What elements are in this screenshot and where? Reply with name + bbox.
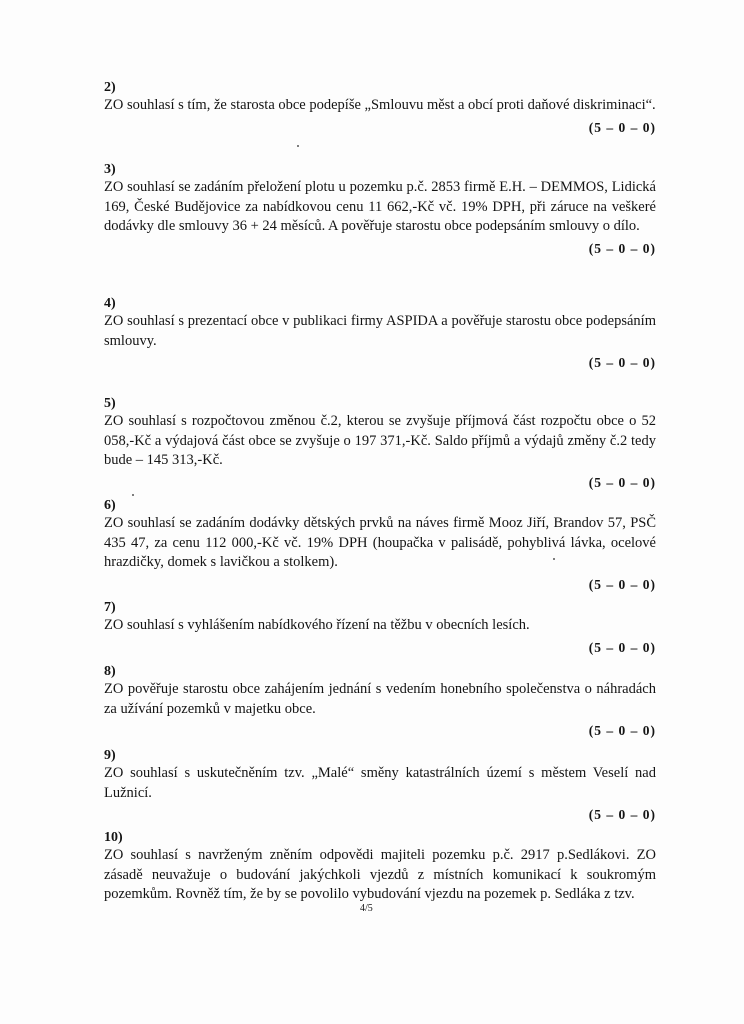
item-text: ZO souhlasí se zadáním přeložení plotu u pozemku p.č. 2853 firmě E.H. – DEMMOS, Lidická 169, České Budějovice za nabídkovou cenu 11 662,-Kč vč. 19% DPH, při záruce na veškeré dodávky dle smlouvy 36 + 24 měsíců. A pověřuje starostu obce podepsáním smlouvy o dílo. xyxy=(104,179,656,234)
item-number: 9) xyxy=(104,748,116,763)
vote-result: (5 – 0 – 0) xyxy=(588,474,656,490)
scan-speck xyxy=(132,494,134,496)
item-number: 8) xyxy=(104,664,116,679)
resolution-item-8 xyxy=(104,664,656,741)
item-number: 4) xyxy=(104,296,116,311)
resolution-item-3 xyxy=(104,162,656,258)
resolution-item-6 xyxy=(104,498,656,594)
scan-speck xyxy=(297,145,299,147)
resolution-item-5 xyxy=(104,396,656,492)
vote-result: (5 – 0 – 0) xyxy=(588,639,656,655)
item-text: ZO souhlasí s rozpočtovou změnou č.2, kterou se zvyšuje příjmová část rozpočtu obce o 52 058,-Kč a výdajová část obce se zvyšuje o 197 371,-Kč. Saldo příjmů a výdajů změny č.2 tedy bude – 145 313,-Kč. xyxy=(104,413,656,468)
vote-result: (5 – 0 – 0) xyxy=(588,723,656,738)
resolution-item-4 xyxy=(104,296,656,373)
item-number: 5) xyxy=(104,396,116,411)
item-text: ZO souhlasí s prezentací obce v publikaci firmy ASPIDA a pověřuje starostu obce podepsáním smlouvy. xyxy=(104,313,656,349)
resolution-item-9 xyxy=(104,748,656,825)
vote-result: (5 – 0 – 0) xyxy=(588,807,656,822)
resolution-item-10 xyxy=(104,830,656,905)
item-text: ZO pověřuje starostu obce zahájením jednání s vedením honebního společenstva o náhradách za užívání pozemků v majetku obce. xyxy=(104,681,656,717)
item-text: ZO souhlasí se zadáním dodávky dětských prvků na náves firmě Mooz Jiří, Brandov 57, PSČ 435 47, za cenu 112 000,-Kč vč. 19% DPH (houpačka v palisádě, pohyblivá lávka, ocelové hrazdičky, domek s lavičkou a stolkem). xyxy=(104,515,656,570)
item-number: 3) xyxy=(104,162,116,177)
scan-speck xyxy=(553,558,555,560)
vote-result: (5 – 0 – 0) xyxy=(588,576,656,592)
page-number: 4/5 xyxy=(360,903,373,914)
item-number: 6) xyxy=(104,498,116,513)
resolution-item-7 xyxy=(104,600,656,657)
vote-result: (5 – 0 – 0) xyxy=(588,355,656,370)
item-text: ZO souhlasí s navrženým zněním odpovědi majiteli pozemku p.č. 2917 p.Sedlákovi. ZO zásadě neuvažuje o budování jakýchkoli vjezdů z místních komunikací k soukromým pozemkům. Rovněž tím, že by se povolilo vybudování vjezdu na pozemek p. Sedláka z tzv. xyxy=(104,847,656,902)
item-text: ZO souhlasí s vyhlášením nabídkového řízení na těžbu v obecních lesích. xyxy=(104,617,530,633)
item-text: ZO souhlasí s tím, že starosta obce podepíše „Smlouvu měst a obcí proti daňové diskriminaci“. xyxy=(104,97,656,113)
item-number: 10) xyxy=(104,830,123,845)
vote-result: (5 – 0 – 0) xyxy=(588,240,656,256)
resolution-item-2 xyxy=(104,80,656,137)
item-number: 2) xyxy=(104,80,116,95)
vote-result: (5 – 0 – 0) xyxy=(588,119,656,135)
item-number: 7) xyxy=(104,600,116,615)
item-text: ZO souhlasí s uskutečněním tzv. „Malé“ směny katastrálních území s městem Veselí nad Lužnicí. xyxy=(104,765,656,801)
